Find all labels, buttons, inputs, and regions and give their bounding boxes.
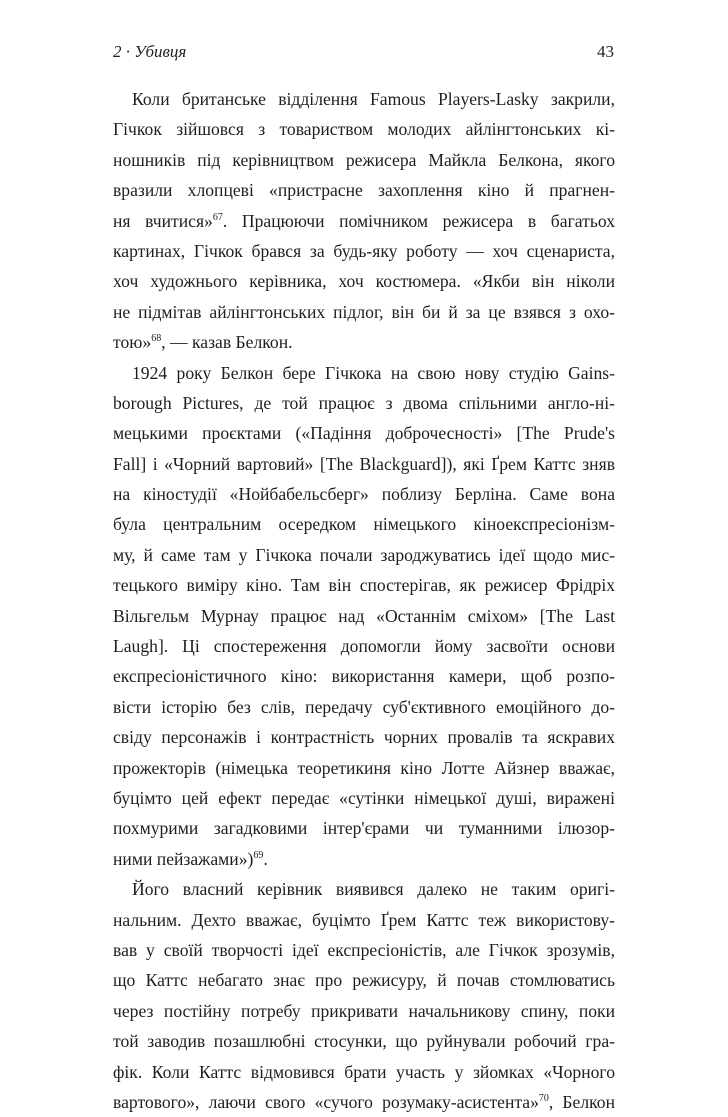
text-line-content: мецькими проєктами («Падіння доброчесності» [The Prude's [113,423,615,444]
text-line [113,509,615,539]
text-line-content: той заводив позашлюбні стосунки, що руйнували робочий гра- [113,1031,615,1052]
text-line-continuation: , — казав Белкон. [161,332,293,353]
text-line [113,753,615,783]
text-line-content: Вільгельм Мурнау працює над «Останнім сміхом» [The Last [113,605,615,626]
text-line [113,935,615,965]
text-line-content: му, й саме там у Гічкока почали зароджуватись ідеї щодо мис- [113,544,615,565]
text-line [113,114,615,144]
text-line-content: вразили хлопцеві «пристрасне захоплення кіно й прагнен- [113,180,615,201]
running-head: 2 · Убивця [113,42,187,61]
text-line [113,540,615,570]
text-line-content: Laugh]. Ці спостереження допомогли йому засвоїти основи [113,636,615,657]
text-line-content: хоч художнього керівника, хоч костюмера. «Якби він ніколи [113,271,615,292]
text-line [113,206,615,236]
text-line-content: Його власний керівник виявився далеко не таким оригі- [132,879,615,900]
text-line [113,84,615,114]
text-line-content: вартового», лаючи свого «сучого розумаку-асистента» [113,1091,539,1112]
text-line [113,327,615,357]
text-line [113,722,615,752]
text-line [113,965,615,995]
text-line-content: похмурими загадковими інтер'єрами чи туманними ілюзор- [113,818,615,839]
text-line-content: на кіностудії «Нойбабельсберг» поблизу Берліна. Саме вона [113,484,615,505]
text-line-content: вісти історію без слів, передачу суб'єктивного емоційного до- [113,696,615,717]
text-line [113,449,615,479]
text-line-content: Гічкок зійшовся з товариством молодих айлінгтонських кі- [113,119,615,140]
text-line-content: Fall] і «Чорний вартовий» [The Blackguard]), які Ґрем Каттс зняв [113,453,615,474]
text-line [113,266,615,296]
text-line [113,1087,615,1117]
text-line [113,297,615,327]
text-line [113,874,615,904]
text-line [113,631,615,661]
text-line [113,844,615,874]
text-line-content: не підмітав айлінгтонських підлог, він би й за це взявся з охо- [113,301,615,322]
text-line-content: через постійну потребу прикривати начальникову спину, поки [113,1000,615,1021]
text-line-content: ня вчитися» [113,210,213,231]
text-line-continuation: , Белкон [548,1091,615,1112]
text-line-content: Коли британське відділення Famous Players-Lasky закрили, [132,89,615,109]
footnote-ref: 70 [538,1092,549,1104]
text-line [113,783,615,813]
text-line [113,479,615,509]
text-line-content: ношників під керівництвом режисера Майкла Белкона, якого [113,149,615,170]
text-line [113,388,615,418]
text-line [113,1057,615,1087]
body-text [113,84,615,1117]
text-line-content: що Каттс небагато знає про режисуру, й почав стомлюватись [113,970,615,991]
text-line [113,358,615,388]
text-line-content: картинах, Гічкок брався за будь-яку роботу — хоч сценариста, [113,240,615,261]
text-line [113,661,615,691]
text-line-content: тецького виміру кіно. Там він спостерігав, як режисер Фрідріх [113,575,615,596]
footnote-ref: 68 [151,333,162,345]
text-line [113,601,615,631]
text-line [113,1026,615,1056]
text-line-content: нальним. Дехто вважає, буцімто Ґрем Каттс теж використову- [113,909,615,930]
text-line-content: фік. Коли Каттс відмовився брати участь у зйомках «Чорного [113,1061,615,1082]
text-line-content: прожекторів (німецька теоретикиня кіно Лотте Айзнер вважає, [113,757,615,778]
text-line [113,996,615,1026]
text-line-content: 1924 року Белкон бере Гічкока на свою нову студію Gains- [132,362,615,383]
text-line-content: була центральним осередком німецького кіноекспресіонізм- [113,514,615,535]
text-line-continuation: . Працюючи помічником режисера в багатьох [222,210,615,231]
footnote-ref: 69 [253,849,264,861]
text-line [113,692,615,722]
page-number: 43 [597,42,614,61]
text-line [113,145,615,175]
text-line-continuation: . [263,848,268,869]
text-line [113,813,615,843]
text-line [113,905,615,935]
text-line-content: вав у своїй творчості ідеї експресіоністів, але Гічкок зрозумів, [113,939,615,960]
text-line [113,418,615,448]
footnote-ref: 67 [212,211,223,223]
text-line-content: свіду персонажів і контрастність чорних провалів та яскравих [113,727,615,748]
text-line-content: borough Pictures, де той працює з двома спільними англо-ні- [113,392,615,413]
text-line-content: ними пейзажами») [113,848,254,869]
text-line-content: тою» [113,332,152,353]
text-line [113,175,615,205]
text-line [113,570,615,600]
text-line-content: буцімто цей ефект передає «сутінки німецької душі, виражені [113,787,615,808]
text-line [113,236,615,266]
text-line-content: експресіоністичного кіно: використання камери, щоб розпо- [113,666,615,687]
